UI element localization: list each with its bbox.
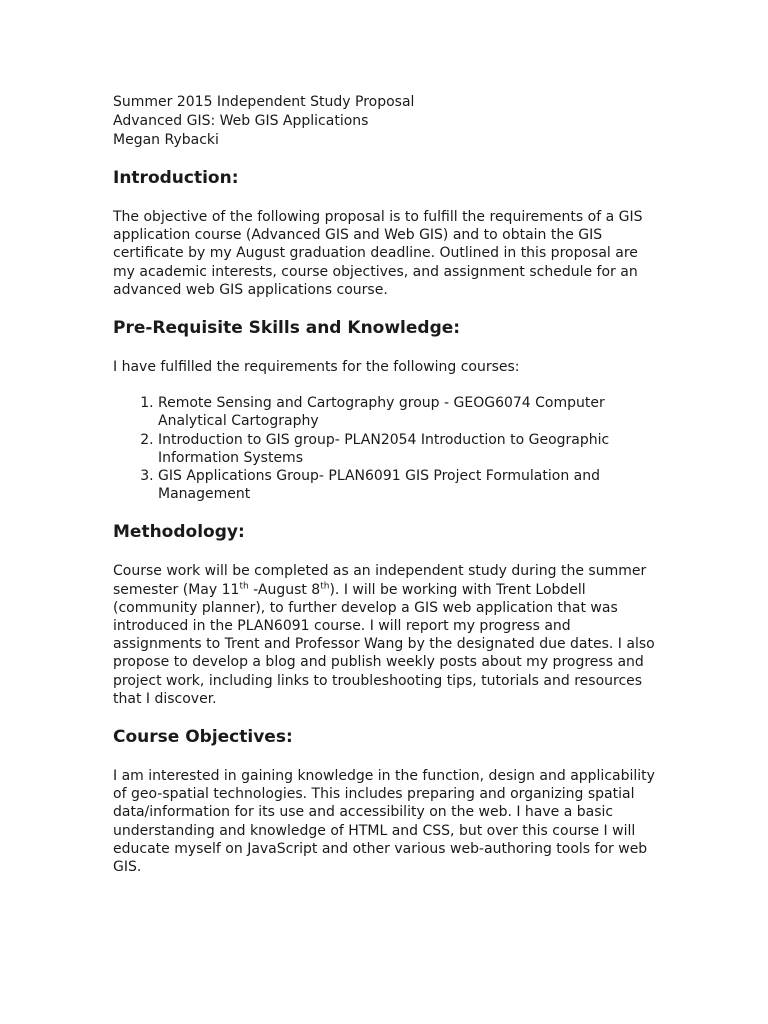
header-course-title: Advanced GIS: Web GIS Applications bbox=[113, 113, 369, 129]
document-page bbox=[113, 93, 658, 876]
list-item: 1. Remote Sensing and Cartography group - GEOG6074 Computer Analytical Cartography bbox=[158, 394, 658, 430]
methodology-paragraph bbox=[113, 562, 658, 708]
course-objectives-heading: Course Objectives: bbox=[113, 727, 293, 748]
list-item: 2. Introduction to GIS group- PLAN2054 Introduction to Geographic Information Systems bbox=[158, 431, 658, 467]
header-semester-title: Summer 2015 Independent Study Proposal bbox=[113, 94, 415, 110]
course-objectives-paragraph: I am interested in gaining knowledge in the function, design and applicability of geo-spatial technologies. This includes preparing and organizing spatial data/information for its use and accessibility on the web. I have a basic understanding and knowledge of HTML and CSS, but over this course I will educate myself on JavaScript and other various web-authoring tools for web GIS. bbox=[113, 768, 655, 876]
introduction-heading: Introduction: bbox=[113, 168, 239, 188]
list-item: 3. GIS Applications Group- PLAN6091 GIS Project Formulation and Management bbox=[158, 467, 658, 503]
ordinal-suffix: th bbox=[239, 580, 249, 591]
prerequisites-paragraph: I have fulfilled the requirements for the following courses: bbox=[113, 359, 520, 376]
document-header bbox=[113, 93, 658, 150]
header-author-name: Megan Rybacki bbox=[113, 132, 219, 148]
introduction-paragraph: The objective of the following proposal is to fulfill the requirements of a GIS application course (Advanced GIS and Web GIS) and to obtain the GIS certificate by my August graduation deadline. Outlined in this proposal are my academic interests, course objectives, and assignment schedule for an advanced web GIS applications course. bbox=[113, 209, 643, 298]
prerequisites-list bbox=[113, 394, 658, 503]
prerequisites-heading: Pre-Requisite Skills and Knowledge: bbox=[113, 318, 461, 339]
methodology-heading: Methodology: bbox=[113, 522, 245, 543]
methodology-text-part3: ). I will be working with Trent Lobdell (community planner), to further develop a GIS web application that was introduced in the PLAN6091 course. I will report my progress and assignments to Trent and Professor Wang by the designated due dates. I also propose to develop a blog and publish weekly posts about my progress and project work, including links to troubleshooting tips, tutorials and resources that I discover. bbox=[113, 581, 655, 707]
methodology-text-part1: Course work will be completed as an independent study during the summer semester (May 11 bbox=[113, 563, 647, 598]
ordinal-suffix: th bbox=[320, 580, 330, 591]
methodology-text-part2: -August 8 bbox=[248, 581, 321, 598]
